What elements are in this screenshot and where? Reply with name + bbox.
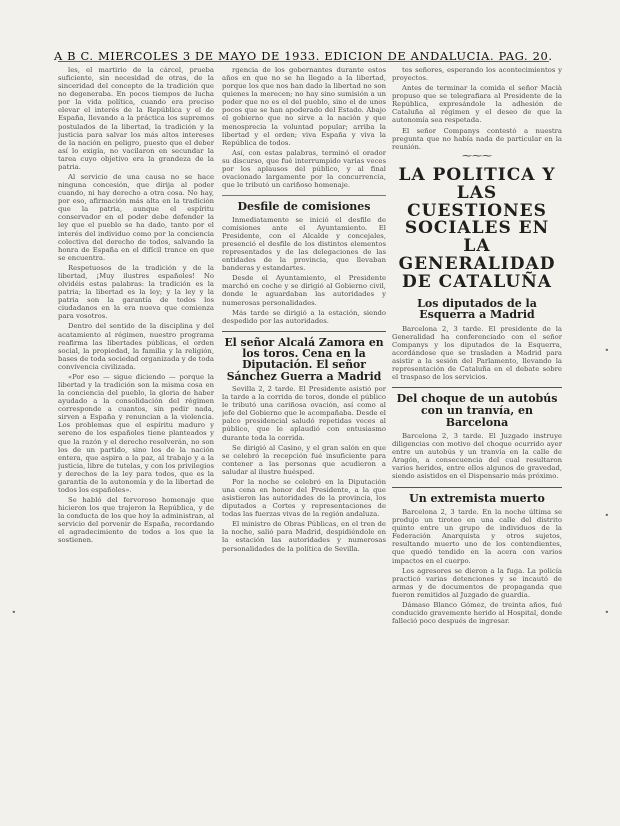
article-paragraph: El ministro de Obras Públicas, en el tren de la noche, salió para Madrid, despidiéndole en la estación las autoridades y numerosas personalidades de la política de Sevilla. [222,520,386,553]
article-paragraph: les, el martirio de la cárcel, prueba suficiente, sin necesidad de otras, de la sinceridad del concepto de la tradición que no degeneraba. En pocos tiempos de lucha por la vida política, cuando era preciso elevar el interés de la República y el de España, llevando a la práctica los supremos postulados de la libertad, la tradición y la justicia para salvar los más altos intereses de la nación en peligro, puesto que el deber así lo exigía, no vacilaron en secundar la tarea cuyo objetivo era la grandeza de la patria. [58,66,214,171]
section-divider [392,387,562,388]
margin-mark: · [604,340,610,361]
masthead: A B C. MIERCOLES 3 DE MAYO DE 1933. EDICION DE ANDALUCIA. PAG. 20. [54,49,553,63]
article-paragraph: Sevilla 2, 2 tarde. El Presidente asistió por la tarde a la corrida de toros, donde el público le tributó una cariñosa ovación, así como al jefe del Gobierno que le acompañaba. Desde el palco presidencial saludó repetidas veces al público, que le aplaudió con entusiasmo durante toda la corrida. [222,385,386,442]
article-paragraph: Se dirigió al Casino, y el gran salón en que se celebró la recepción fué insuficiente para contener a las personas que acudieron a saludar al ilustre huésped. [222,443,386,476]
headline-politica-cataluna: LA POLITICA Y LAS CUESTIONES SOCIALES EN LA GENERALIDAD DE CATALUÑA [398,164,556,292]
article-paragraph: Dentro del sentido de la disciplina y del acatamiento al régimen, nuestro programa reafirma las libertades públicas, el orden social, la propiedad, la familia y la religión, bases de toda sociedad organizada y de toda convivencia civilizada. [58,322,214,371]
margin-mark: · [604,505,610,526]
headline-zamora: El señor Alcalá Zamora en los toros. Cena en la Diputación. El señor Sánchez Guerra a Madrid [224,335,384,383]
article-paragraph: Al servicio de una causa no se hace ninguna concesión, que dirija al poder cuando, ni hay derecho a otra cosa. No hay, por eso, afirmación más alta en la tradición que la patria, aunque el espíritu conservador en el poder debe defender la ley que el pueblo se ha dado, tanto por el interés del individuo como por la conciencia colectiva del derecho de todos, salvando la honra de España en el difícil trance en que se encuentra. [58,173,214,262]
column-3 [392,66,562,818]
headline-diputados: Los diputados de la Esquerra a Madrid [417,296,537,322]
article-paragraph: tes señores, esperando los acontecimientos y proyectos. [392,66,562,83]
header-rule [58,61,549,62]
article-paragraph: Por la noche se celebró en la Diputación una cena en honor del Presidente, a la que asistieron las autoridades de la provincia, los diputados a Cortes y representaciones de todas las fuerzas vivas de la región andaluza. [222,477,386,519]
headline-extremista: Un extremista muerto [409,491,545,505]
column-2 [222,66,386,818]
article-paragraph: Barcelona 2, 3 tarde. El presidente de la Generalidad ha conferenciado con el señor Companys y los diputados de la Esquerra, acordándose que se trasladen a Madrid para asistir a la sesión del Parlamento, llevando la representación de Cataluña en el debate sobre el traspaso de los servicios. [392,324,562,382]
article-paragraph: Se habló del fervoroso homenaje que hicieron los que trajeron la República, y de la conducta de los que hoy la administran, al servicio del porvenir de España, recordando el agradecimiento de todos a los que la sostienen. [58,496,214,545]
column-1 [58,66,214,818]
article-paragraph: Respetuosos de la tradición y de la libertad, ¡Muy ilustres españoles! No olvidéis estas palabras: la tradición es la patria; la libertad es la ley; y la ley y la patria son la garantía de todos los ciudadanos en la era nueva que comienza para vosotros. [58,263,214,321]
ornament-divider: ⁓⁓⁓ [462,150,492,162]
article-paragraph: Los agresores se dieron a la fuga. La policía practicó varias detenciones y se incautó de armas y de documentos de propaganda que fueron remitidos al Juzgado de guardia. [392,566,562,599]
article-paragraph: rgencia de los gobernantes durante estos años en que no se ha llegado a la libertad, porque los que nos han dado la libertad no son quienes la merecen; no hay sino sumisión a un poder que no es el del pueblo, sino el de unos pocos que se han apoderado del Estado. Abajo el gobierno que no sirve a la nación y que menosprecia la voluntad popular; arriba la libertad y el orden; viva España y viva la República de todos. [222,66,386,147]
section-divider [392,487,562,488]
article-paragraph: Inmediatamente se inició el desfile de comisiones ante el Ayuntamiento. El Presidente, con el Alcalde y concejales, presenció el desfile de los distintos elementos representados y de las delegaciones de las entidades de la provincia, que llevaban banderas y estandartes. [222,215,386,273]
margin-mark: · [604,602,610,623]
article-paragraph: Desde el Ayuntamiento, el Presidente marchó en coche y se dirigió al Gobierno civil, donde le aguardaban las autoridades y numerosas personalidades. [222,274,386,307]
article-paragraph: Antes de terminar la comida el señor Macià propuso que se telegrafiara al Presidente de la República, expresándole la adhesión de Cataluña al régimen y el deseo de que la autonomía sea respetada. [392,84,562,125]
headline-autobus: Del choque de un autobús con un tranvía, en Barcelona [396,392,558,429]
article-paragraph: «Por eso — sigue diciendo — porque la libertad y la tradición son la misma cosa en la conciencia del pueblo, la gloria de haber ayudado a la consolidación del régimen corresponde a cuantos, sin pedir nada, sirven a España y renuncian a la violencia. Los problemas que el espíritu maduro y sereno de los españoles tiene planteados y que la razón y el derecho resolverán, no son los de un partido, sino los de la nación entera, que aspira a la paz, al trabajo y a la justicia, libre de tutelas, y con los privilegios y derechos de la ley para todos, que es la garantía de la autonomía y de la libertad de todos los españoles». [58,372,214,494]
article-paragraph: Dámaso Blanco Gómez, de treinta años, fué conducido gravemente herido al Hospital, donde falleció poco después de ingresar. [392,600,562,626]
article-paragraph: El señor Companys contestó a nuestra pregunta que no había nada de particular en la reunión. [392,126,562,151]
article-paragraph: Barcelona 2, 3 tarde. En la noche última se produjo un tiroteo en una calle del distrito quinto entre un grupo de individuos de la Federación Anarquista y otros sujetos, resultando muerto uno de los contendientes, que quedó tendido en la acera con varios impactos en el cuerpo. [392,508,562,565]
article-paragraph: Así, con estas palabras, terminó el orador su discurso, que fué interrumpido varias veces por los aplausos del público, y al final ovacionado largamente por la concurrencia, que le tributó un cariñoso homenaje. [222,148,386,190]
margin-mark: · [11,602,17,623]
headline-desfile: Desfile de comisiones [237,200,371,214]
article-paragraph: Barcelona 2, 3 tarde. El Juzgado instruye diligencias con motivo del choque ocurrido ayer entre un autobús y un tranvía en la calle de Aragón, a consecuencia del cual resultaron varios heridos, entre ellos algunos de gravedad, siendo asistidos en el Dispensario más próximo. [392,432,562,481]
section-divider [222,195,386,196]
article-paragraph: Más tarde se dirigió a la estación, siendo despedido por las autoridades. [222,308,386,325]
section-divider [222,331,386,332]
